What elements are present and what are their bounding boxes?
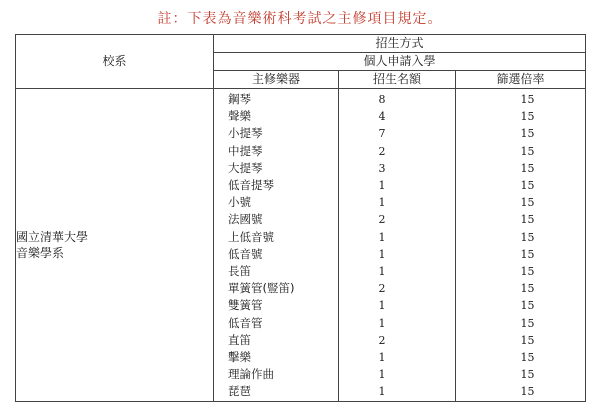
- instrument-cell: 低音管: [214, 315, 339, 332]
- instrument-cell: 琵琶: [214, 383, 339, 401]
- ratio-cell: 15: [456, 383, 586, 401]
- quota-cell: 1: [339, 315, 456, 332]
- table-body: [16, 89, 586, 402]
- department-name: 音樂學系: [16, 245, 65, 260]
- instrument-cell: 鋼琴: [214, 89, 339, 109]
- personal-application-header: 個人申請入學: [214, 53, 586, 71]
- quota-cell: 1: [339, 177, 456, 194]
- quota-cell: 1: [339, 366, 456, 383]
- table-note: 註：下表為音樂術科考試之主修項目規定。: [157, 11, 443, 27]
- ratio-cell: 15: [456, 332, 586, 349]
- quota-cell: 1: [339, 383, 456, 401]
- ratio-cell: 15: [456, 280, 586, 297]
- instrument-cell: 雙簧管: [214, 297, 339, 314]
- quota-cell: 1: [339, 229, 456, 246]
- ratio-cell: 15: [456, 194, 586, 211]
- ratio-cell: 15: [456, 89, 586, 109]
- quota-cell: 7: [339, 125, 456, 142]
- quota-cell: 3: [339, 160, 456, 177]
- instrument-cell: 低音提琴: [214, 177, 339, 194]
- instrument-cell: 小號: [214, 194, 339, 211]
- school-name: 國立清華大學: [16, 229, 89, 244]
- quota-cell: 8: [339, 89, 456, 109]
- ratio-cell: 15: [456, 349, 586, 366]
- instrument-cell: 中提琴: [214, 143, 339, 160]
- school-name-cell: [16, 89, 214, 402]
- instrument-cell: 大提琴: [214, 160, 339, 177]
- quota-cell: 1: [339, 297, 456, 314]
- ratio-cell: 15: [456, 297, 586, 314]
- instrument-cell: 擊樂: [214, 349, 339, 366]
- admissions-table: [15, 34, 586, 402]
- quota-cell: 2: [339, 280, 456, 297]
- ratio-cell: 15: [456, 125, 586, 142]
- ratio-cell: 15: [456, 160, 586, 177]
- ratio-cell: 15: [456, 143, 586, 160]
- instrument-cell: 長笛: [214, 263, 339, 280]
- instrument-cell: 直笛: [214, 332, 339, 349]
- instrument-column-header: 主修樂器: [214, 71, 339, 89]
- quota-cell: 1: [339, 194, 456, 211]
- instrument-cell: 小提琴: [214, 125, 339, 142]
- quota-column-header: 招生名額: [339, 71, 456, 89]
- admission-method-header: 招生方式: [214, 35, 586, 53]
- ratio-cell: 15: [456, 177, 586, 194]
- quota-cell: 1: [339, 246, 456, 263]
- ratio-cell: 15: [456, 263, 586, 280]
- quota-cell: 1: [339, 263, 456, 280]
- ratio-cell: 15: [456, 108, 586, 125]
- ratio-cell: 15: [456, 229, 586, 246]
- admissions-table-frame: [15, 34, 585, 410]
- quota-cell: 2: [339, 332, 456, 349]
- instrument-cell: 理論作曲: [214, 366, 339, 383]
- quota-cell: 2: [339, 211, 456, 228]
- instrument-cell: 上低音號: [214, 229, 339, 246]
- quota-cell: 1: [339, 349, 456, 366]
- table-row: [16, 89, 586, 109]
- instrument-cell: 聲樂: [214, 108, 339, 125]
- ratio-cell: 15: [456, 211, 586, 228]
- header-row-method: [16, 35, 586, 53]
- instrument-cell: 低音號: [214, 246, 339, 263]
- ratio-cell: 15: [456, 246, 586, 263]
- ratio-cell: 15: [456, 366, 586, 383]
- instrument-cell: 單簧管(豎笛): [214, 280, 339, 297]
- school-column-header: 校系: [16, 35, 214, 89]
- ratio-cell: 15: [456, 315, 586, 332]
- table-header: [16, 35, 586, 89]
- ratio-column-header: 篩選倍率: [456, 71, 586, 89]
- quota-cell: 4: [339, 108, 456, 125]
- instrument-cell: 法國號: [214, 211, 339, 228]
- quota-cell: 2: [339, 143, 456, 160]
